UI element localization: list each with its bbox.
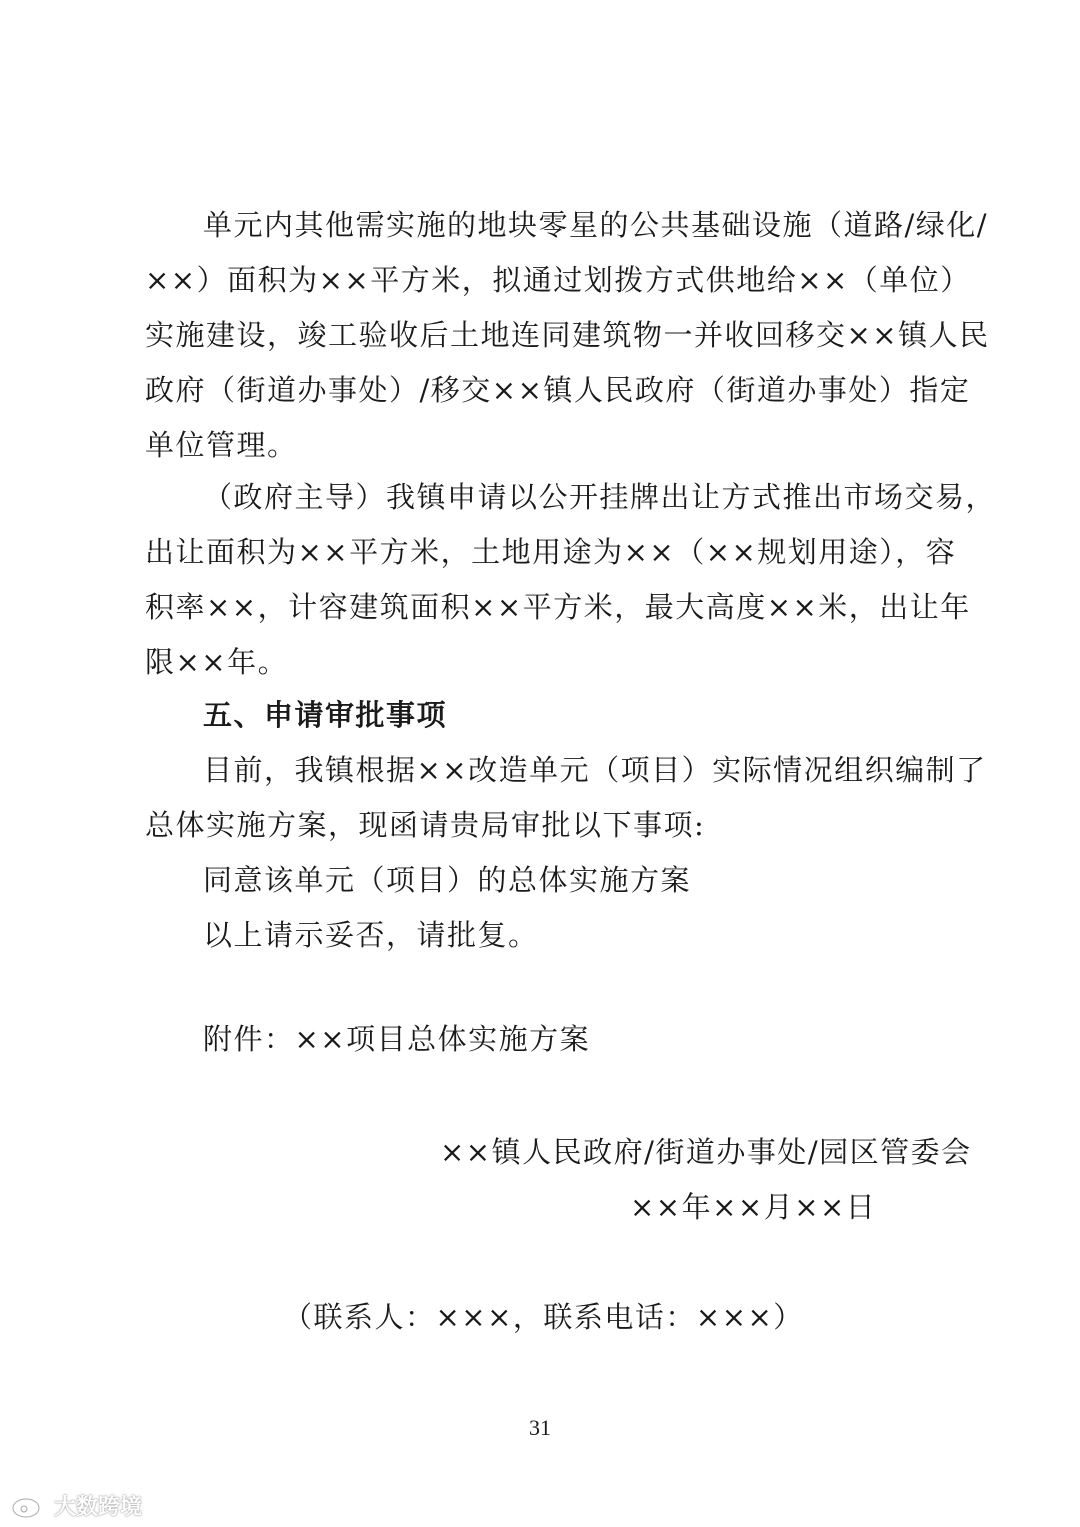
text-line: 积率××，计容建筑面积××平方米，最大高度××米，出让年: [145, 590, 971, 624]
text-line: 总体实施方案，现函请贵局审批以下事项:: [145, 808, 706, 842]
signature-line: ××镇人民政府/街道办事处/园区管委会: [440, 1135, 972, 1169]
date-line: ××年××月××日: [630, 1190, 877, 1224]
text-line: 实施建设，竣工验收后土地连同建筑物一并收回移交××镇人民: [145, 318, 990, 352]
paragraph-approval-request: [145, 743, 987, 963]
text-line: 限××年。: [145, 645, 289, 679]
contact-line: （联系人：×××，联系电话：×××）: [283, 1300, 804, 1334]
watermark-text: 大数跨境: [54, 1495, 143, 1520]
text-line: ××）面积为××平方米，拟通过划拨方式供地给××（单位）: [145, 263, 971, 297]
page-number: 31: [529, 1415, 551, 1440]
section-heading-block: [145, 688, 945, 743]
weibo-logo-icon: [10, 1493, 48, 1519]
text-line: 政府（街道办事处）/移交××镇人民政府（街道办事处）指定: [145, 373, 971, 407]
watermark: [10, 1490, 142, 1521]
section-heading: 五、申请审批事项: [203, 698, 448, 732]
text-line: 单位管理。: [145, 428, 298, 462]
text-line: 单元内其他需实施的地块零星的公共基础设施（道路/绿化/: [203, 208, 989, 242]
text-line: 出让面积为××平方米，土地用途为××（××规划用途），容: [145, 535, 957, 569]
text-line: 目前，我镇根据××改造单元（项目）实际情况组织编制了: [203, 753, 987, 787]
approval-item: 同意该单元（项目）的总体实施方案: [203, 863, 692, 897]
attachment-line: 附件：××项目总体实施方案: [203, 1022, 591, 1056]
text-line: （政府主导）我镇申请以公开挂牌出让方式推出市场交易，: [203, 480, 997, 514]
attachment-block: [145, 1012, 945, 1067]
paragraph-public-facilities: [145, 198, 990, 473]
paragraph-market-transfer: [145, 470, 997, 690]
closing-line: 以上请示妥否，请批复。: [203, 918, 539, 952]
